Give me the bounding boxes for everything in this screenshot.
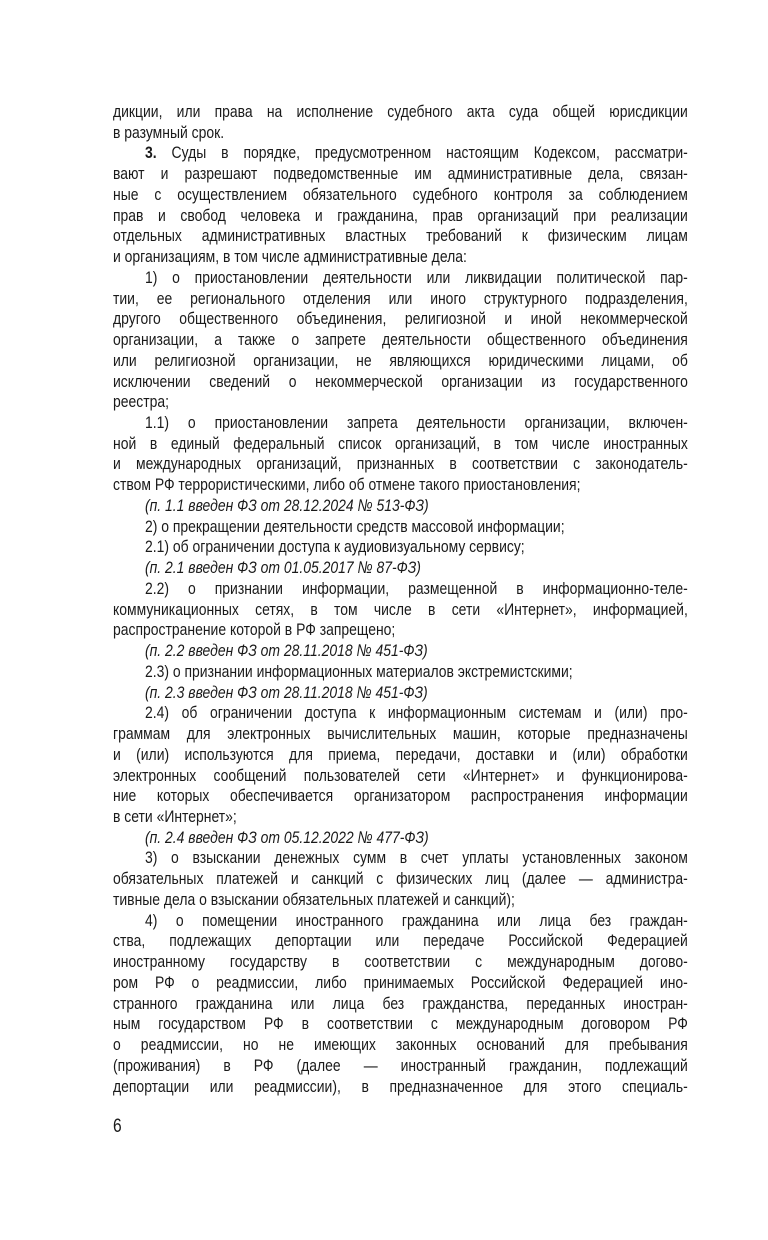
text-line	[113, 786, 688, 807]
line-text: о реадмиссии, но не имеющих законных оснований для пребывания	[113, 1035, 688, 1055]
paragraph	[113, 102, 688, 143]
text-line	[113, 683, 688, 704]
text-line	[113, 517, 688, 538]
text-line	[113, 848, 688, 869]
line-text: (проживания) в РФ (далее — иностранный гражданин, подлежащий	[113, 1055, 688, 1075]
text-line	[113, 185, 688, 206]
clause-number: 3.	[144, 143, 157, 163]
amendment-note	[113, 641, 688, 662]
text-line	[113, 662, 688, 683]
text-line	[113, 869, 688, 890]
text-line	[113, 1014, 688, 1035]
line-text: 2.4) об ограничении доступа к информационным системам и (или) про-	[144, 703, 688, 723]
line-text: и международных организаций, признанных в соответствии с законодатель-	[113, 454, 688, 474]
line-text: и организациям, в том числе административные дела:	[113, 247, 467, 267]
line-text: (п. 2.4 введен ФЗ от 05.12.2022 № 477-ФЗ)	[144, 827, 429, 847]
text-line	[113, 828, 688, 849]
line-text: (п. 2.2 введен ФЗ от 28.11.2018 № 451-ФЗ)	[144, 641, 428, 661]
line-text: прав и свобод человека и гражданина, прав организаций при реализации	[113, 205, 688, 225]
text-line	[113, 289, 688, 310]
line-text: распространение которой в РФ запрещено;	[113, 620, 396, 640]
text-line	[113, 413, 688, 434]
line-text: и (или) используются для приема, передачи, доставки и (или) обработки	[113, 744, 688, 764]
text-line	[113, 931, 688, 952]
paragraph	[113, 703, 688, 827]
line-text: 1.1) о приостановлении запрета деятельности организации, включен-	[144, 413, 688, 433]
text-line	[113, 475, 688, 496]
line-text: в разумный срок.	[113, 122, 225, 142]
paragraph	[113, 268, 688, 413]
line-text: дикции, или права на исполнение судебного акта суда общей юрисдикции	[113, 102, 688, 121]
line-text: ные с осуществлением обязательного судебного контроля за соблюдением	[113, 184, 688, 204]
text-line	[113, 496, 688, 517]
line-text: Суды в порядке, предусмотренном настоящим Кодексом, рассматри-	[156, 143, 688, 163]
text-line	[113, 268, 688, 289]
text-line	[113, 372, 688, 393]
paragraph	[113, 579, 688, 641]
text-line	[113, 745, 688, 766]
text-line	[113, 143, 688, 164]
paragraph	[113, 413, 688, 496]
text-line	[113, 724, 688, 745]
text-line	[113, 766, 688, 787]
line-text: или религиозной организации, не являющихся юридическими лицами, об	[113, 350, 688, 370]
line-text: 2) о прекращении деятельности средств массовой информации;	[144, 516, 565, 536]
text-line	[113, 952, 688, 973]
line-text: (п. 1.1 введен ФЗ от 28.12.2024 № 513-ФЗ)	[144, 495, 429, 515]
amendment-note	[113, 828, 688, 849]
text-line	[113, 537, 688, 558]
text-line	[113, 309, 688, 330]
text-line	[113, 641, 688, 662]
text-line	[113, 994, 688, 1015]
paragraph	[113, 662, 688, 683]
paragraph	[113, 517, 688, 538]
amendment-note	[113, 558, 688, 579]
text-line	[113, 1077, 688, 1098]
text-line	[113, 247, 688, 268]
amendment-note	[113, 683, 688, 704]
text-line	[113, 330, 688, 351]
line-text: исключении сведений о некоммерческой организации из государственного	[113, 371, 688, 391]
line-text: 3) о взыскании денежных сумм в счет уплаты установленных законом	[144, 848, 688, 868]
text-line	[113, 164, 688, 185]
line-text: ства, подлежащих депортации или передаче Российской Федерацией	[113, 931, 688, 951]
line-text: 4) о помещении иностранного гражданина или лица без граждан-	[144, 910, 688, 930]
line-text: странного гражданина или лица без гражданства, переданных иностран-	[113, 993, 688, 1013]
line-text: отдельных административных властных требований к физическим лицам	[113, 226, 688, 246]
text-line	[113, 434, 688, 455]
line-text: тивные дела о взыскании обязательных платежей и санкций);	[113, 889, 515, 909]
line-text: организации, а также о запрете деятельности общественного объединения	[113, 330, 688, 350]
line-text: граммам для электронных вычислительных машин, которые предназначены	[113, 724, 688, 744]
text-line	[113, 911, 688, 932]
line-text: обязательных платежей и санкций с физических лиц (далее — администра-	[113, 869, 688, 889]
line-text: иностранному государству в соответствии с международным догово-	[113, 952, 688, 972]
line-text: 2.1) об ограничении доступа к аудиовизуальному сервису;	[144, 537, 525, 557]
line-text: 1) о приостановлении деятельности или ликвидации политической пар-	[144, 267, 688, 287]
line-text: ством РФ террористическими, либо об отмене такого приостановления;	[113, 475, 581, 495]
line-text: тии, ее регионального отделения или иного структурного подразделения,	[113, 288, 688, 308]
text-line	[113, 558, 688, 579]
line-text: ным государством РФ в соответствии с международным договором РФ	[113, 1014, 688, 1034]
text-line	[113, 392, 688, 413]
paragraph	[113, 537, 688, 558]
line-text: 2.2) о признании информации, размещенной в информационно-теле-	[144, 578, 688, 598]
line-text: реестра;	[113, 392, 170, 412]
line-text: (п. 2.1 введен ФЗ от 01.05.2017 № 87-ФЗ)	[144, 558, 421, 578]
line-text: (п. 2.3 введен ФЗ от 28.11.2018 № 451-ФЗ)	[144, 682, 428, 702]
page-number: 6	[113, 1116, 122, 1137]
paragraph	[113, 143, 688, 267]
text-line	[113, 973, 688, 994]
line-text: в сети «Интернет»;	[113, 806, 237, 826]
text-line	[113, 579, 688, 600]
line-text: электронных сообщений пользователей сети «Интернет» и функционирова-	[113, 765, 688, 785]
line-text: вают и разрешают подведомственные им административные дела, связан-	[113, 164, 688, 184]
line-text: коммуникационных сетях, в том числе в сети «Интернет», информацией,	[113, 599, 688, 619]
text-line	[113, 600, 688, 621]
document-body	[113, 102, 688, 1097]
text-line	[113, 620, 688, 641]
paragraph	[113, 848, 688, 910]
text-line	[113, 1056, 688, 1077]
text-line	[113, 102, 688, 123]
amendment-note	[113, 496, 688, 517]
text-line	[113, 123, 688, 144]
paragraph	[113, 911, 688, 1098]
text-line	[113, 703, 688, 724]
line-text: другого общественного объединения, религиозной и иной некоммерческой	[113, 309, 688, 329]
line-text: депортации или реадмиссии), в предназначенное для этого специаль-	[113, 1076, 688, 1096]
text-line	[113, 226, 688, 247]
text-line	[113, 1035, 688, 1056]
text-line	[113, 351, 688, 372]
line-text: 2.3) о признании информационных материалов экстремистскими;	[144, 661, 573, 681]
line-text: ром РФ о реадмиссии, либо принимаемых Российской Федерацией ино-	[113, 972, 688, 992]
text-line	[113, 454, 688, 475]
text-line	[113, 206, 688, 227]
line-text: ной в единый федеральный список организаций, в том числе иностранных	[113, 433, 688, 453]
line-text: ние которых обеспечивается организатором распространения информации	[113, 786, 688, 806]
text-line	[113, 890, 688, 911]
text-line	[113, 807, 688, 828]
